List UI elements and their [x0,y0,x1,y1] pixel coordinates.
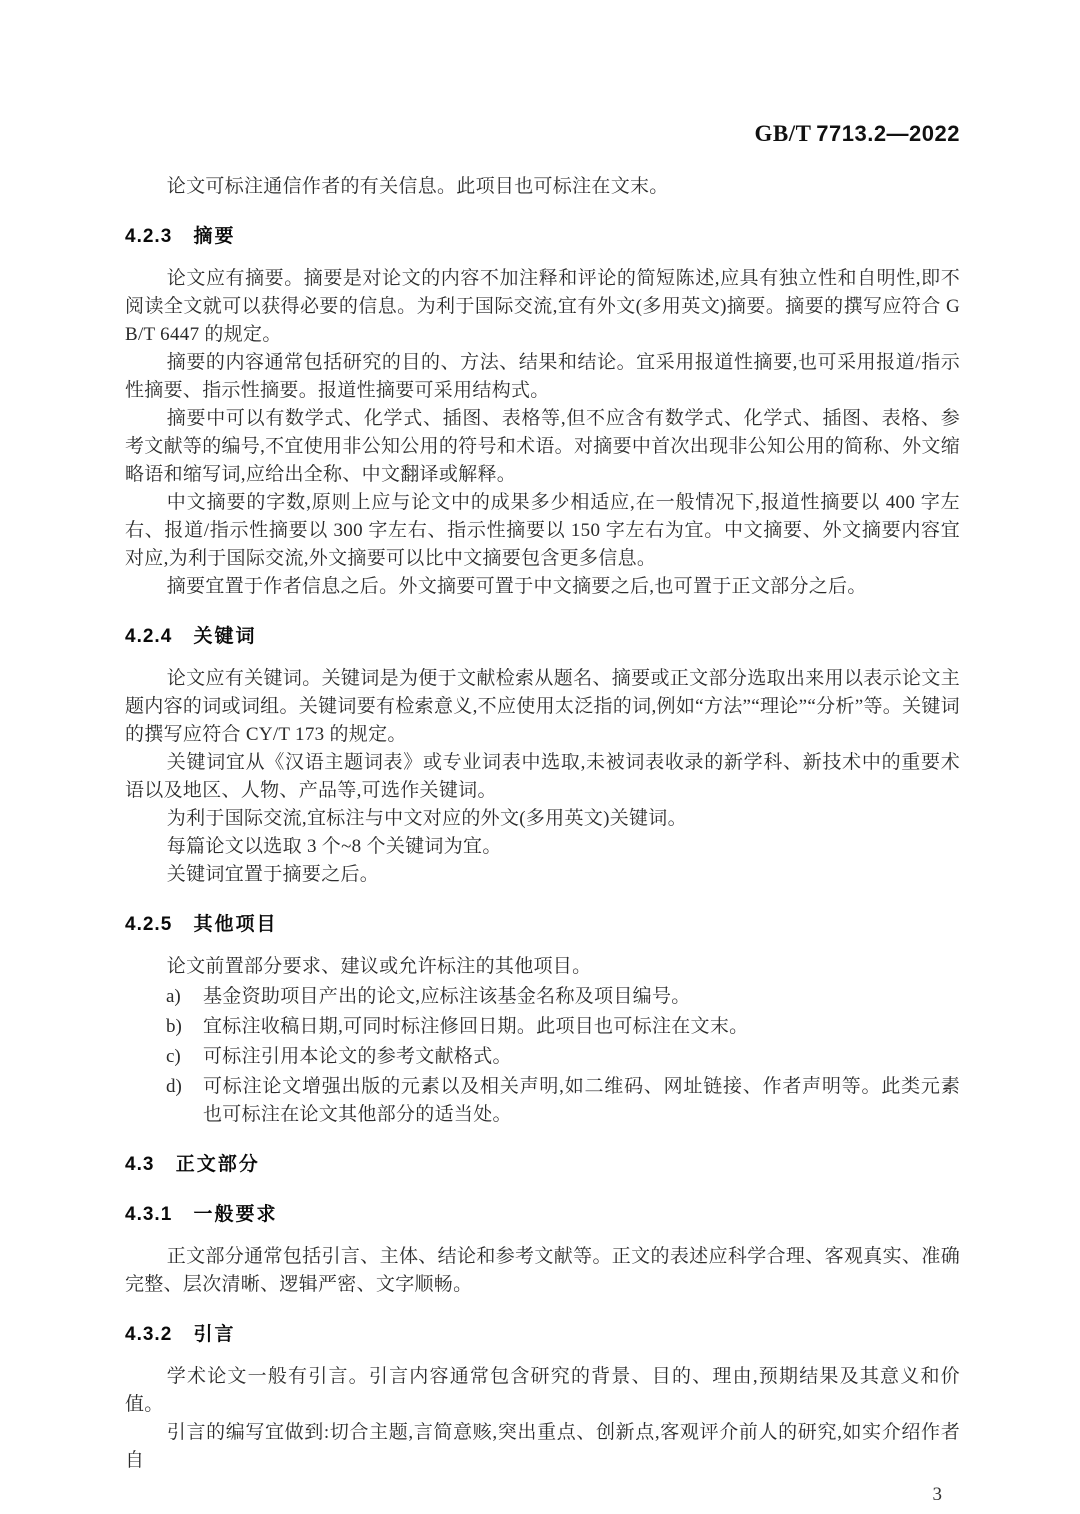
paragraph: 中文摘要的字数,原则上应与论文中的成果多少相适应,在一般情况下,报道性摘要以 400 字左右、报道/指示性摘要以 300 字左右、指示性摘要以 150 字左右为宜。中文摘要、外文摘要内容宜对应,为利于国际交流,外文摘要可以比中文摘要包含更多信息。 [125,492,960,569]
standard-code-prefix: GB/T [754,121,812,146]
section-title: 其他项目 [193,914,278,935]
list-item [125,1013,960,1041]
section-title: 引言 [193,1324,236,1345]
section-title: 关键词 [193,626,257,647]
paragraph: 每篇论文以选取 3 个~8 个关键词为宜。 [166,836,502,857]
list-item [125,1073,960,1129]
paragraph: 论文应有摘要。摘要是对论文的内容不加注释和评论的简短陈述,应具有独立性和自明性,即不阅读全文就可以获得必要的信息。为利于国际交流,宜有外文(多用英文)摘要。摘要的撰写应符合 GB/T 6447 的规定。 [125,268,960,345]
section-number: 4.3 [125,1154,155,1175]
list-item-text: 宜标注收稿日期,可同时标注修回日期。此项目也可标注在文末。 [203,1016,749,1037]
section-number: 4.2.3 [125,226,173,247]
list-item [125,1043,960,1071]
list-item-text: 可标注论文增强出版的元素以及相关声明,如二维码、网址链接、作者声明等。此类元素也可标注在论文其他部分的适当处。 [203,1076,960,1125]
section-title: 正文部分 [175,1154,260,1175]
list-item-label: d) [166,1076,182,1097]
list-item-label: b) [166,1016,182,1037]
paragraph: 摘要中可以有数学式、化学式、插图、表格等,但不应含有数学式、化学式、插图、表格、参考文献等的编号,不宜使用非公知公用的符号和术语。对摘要中首次出现非公知公用的简称、外文缩略语和缩写词,应给出全称、中文翻译或解释。 [125,408,960,485]
paragraph: 论文前置部分要求、建议或允许标注的其他项目。 [166,956,592,977]
list-item-text: 基金资助项目产出的论文,应标注该基金名称及项目编号。 [203,986,691,1007]
section-number: 4.3.2 [125,1324,173,1345]
section-number: 4.2.4 [125,626,173,647]
standard-code-number: 7713.2—2022 [816,121,960,146]
paragraph: 引言的编写宜做到:切合主题,言简意赅,突出重点、创新点,客观评介前人的研究,如实介绍作者自 [125,1422,960,1471]
heading-4-2-3 [125,223,960,251]
paragraph: 摘要宜置于作者信息之后。外文摘要可置于中文摘要之后,也可置于正文部分之后。 [166,576,867,597]
page-number: 3 [932,1484,942,1505]
page-header [125,0,960,149]
list-item-label: c) [166,1046,181,1067]
heading-4-2-5 [125,911,960,939]
list-item-text: 可标注引用本论文的参考文献格式。 [203,1046,512,1067]
intro-paragraph: 论文可标注通信作者的有关信息。此项目也可标注在文末。 [166,176,669,197]
paragraph: 关键词宜从《汉语主题词表》或专业词表中选取,未被词表收录的新学科、新技术中的重要术语以及地区、人物、产品等,可选作关键词。 [125,752,960,801]
section-number: 4.2.5 [125,914,173,935]
heading-4-3-1 [125,1201,960,1229]
paragraph: 正文部分通常包括引言、主体、结论和参考文献等。正文的表述应科学合理、客观真实、准确完整、层次清晰、逻辑严密、文字顺畅。 [125,1246,960,1295]
list-item-label: a) [166,986,181,1007]
list-item [125,983,960,1011]
paragraph: 摘要的内容通常包括研究的目的、方法、结果和结论。宜采用报道性摘要,也可采用报道/指示性摘要、指示性摘要。报道性摘要可采用结构式。 [125,352,960,401]
heading-4-2-4 [125,623,960,651]
paragraph: 学术论文一般有引言。引言内容通常包含研究的背景、目的、理由,预期结果及其意义和价值。 [125,1366,960,1415]
heading-4-3-2 [125,1321,960,1349]
paragraph: 关键词宜置于摘要之后。 [166,864,380,885]
section-number: 4.3.1 [125,1204,173,1225]
paragraph: 为利于国际交流,宜标注与中文对应的外文(多用英文)关键词。 [166,808,687,829]
section-title: 摘要 [193,226,236,247]
section-title: 一般要求 [193,1204,278,1225]
paragraph: 论文应有关键词。关键词是为便于文献检索从题名、摘要或正文部分选取出来用以表示论文主题内容的词或词组。关键词要有检索意义,不应使用太泛指的词,例如“方法”“理论”“分析”等。关键词的撰写应符合 CY/T 173 的规定。 [125,668,960,745]
lettered-list [125,983,960,1129]
heading-4-3 [125,1151,960,1179]
